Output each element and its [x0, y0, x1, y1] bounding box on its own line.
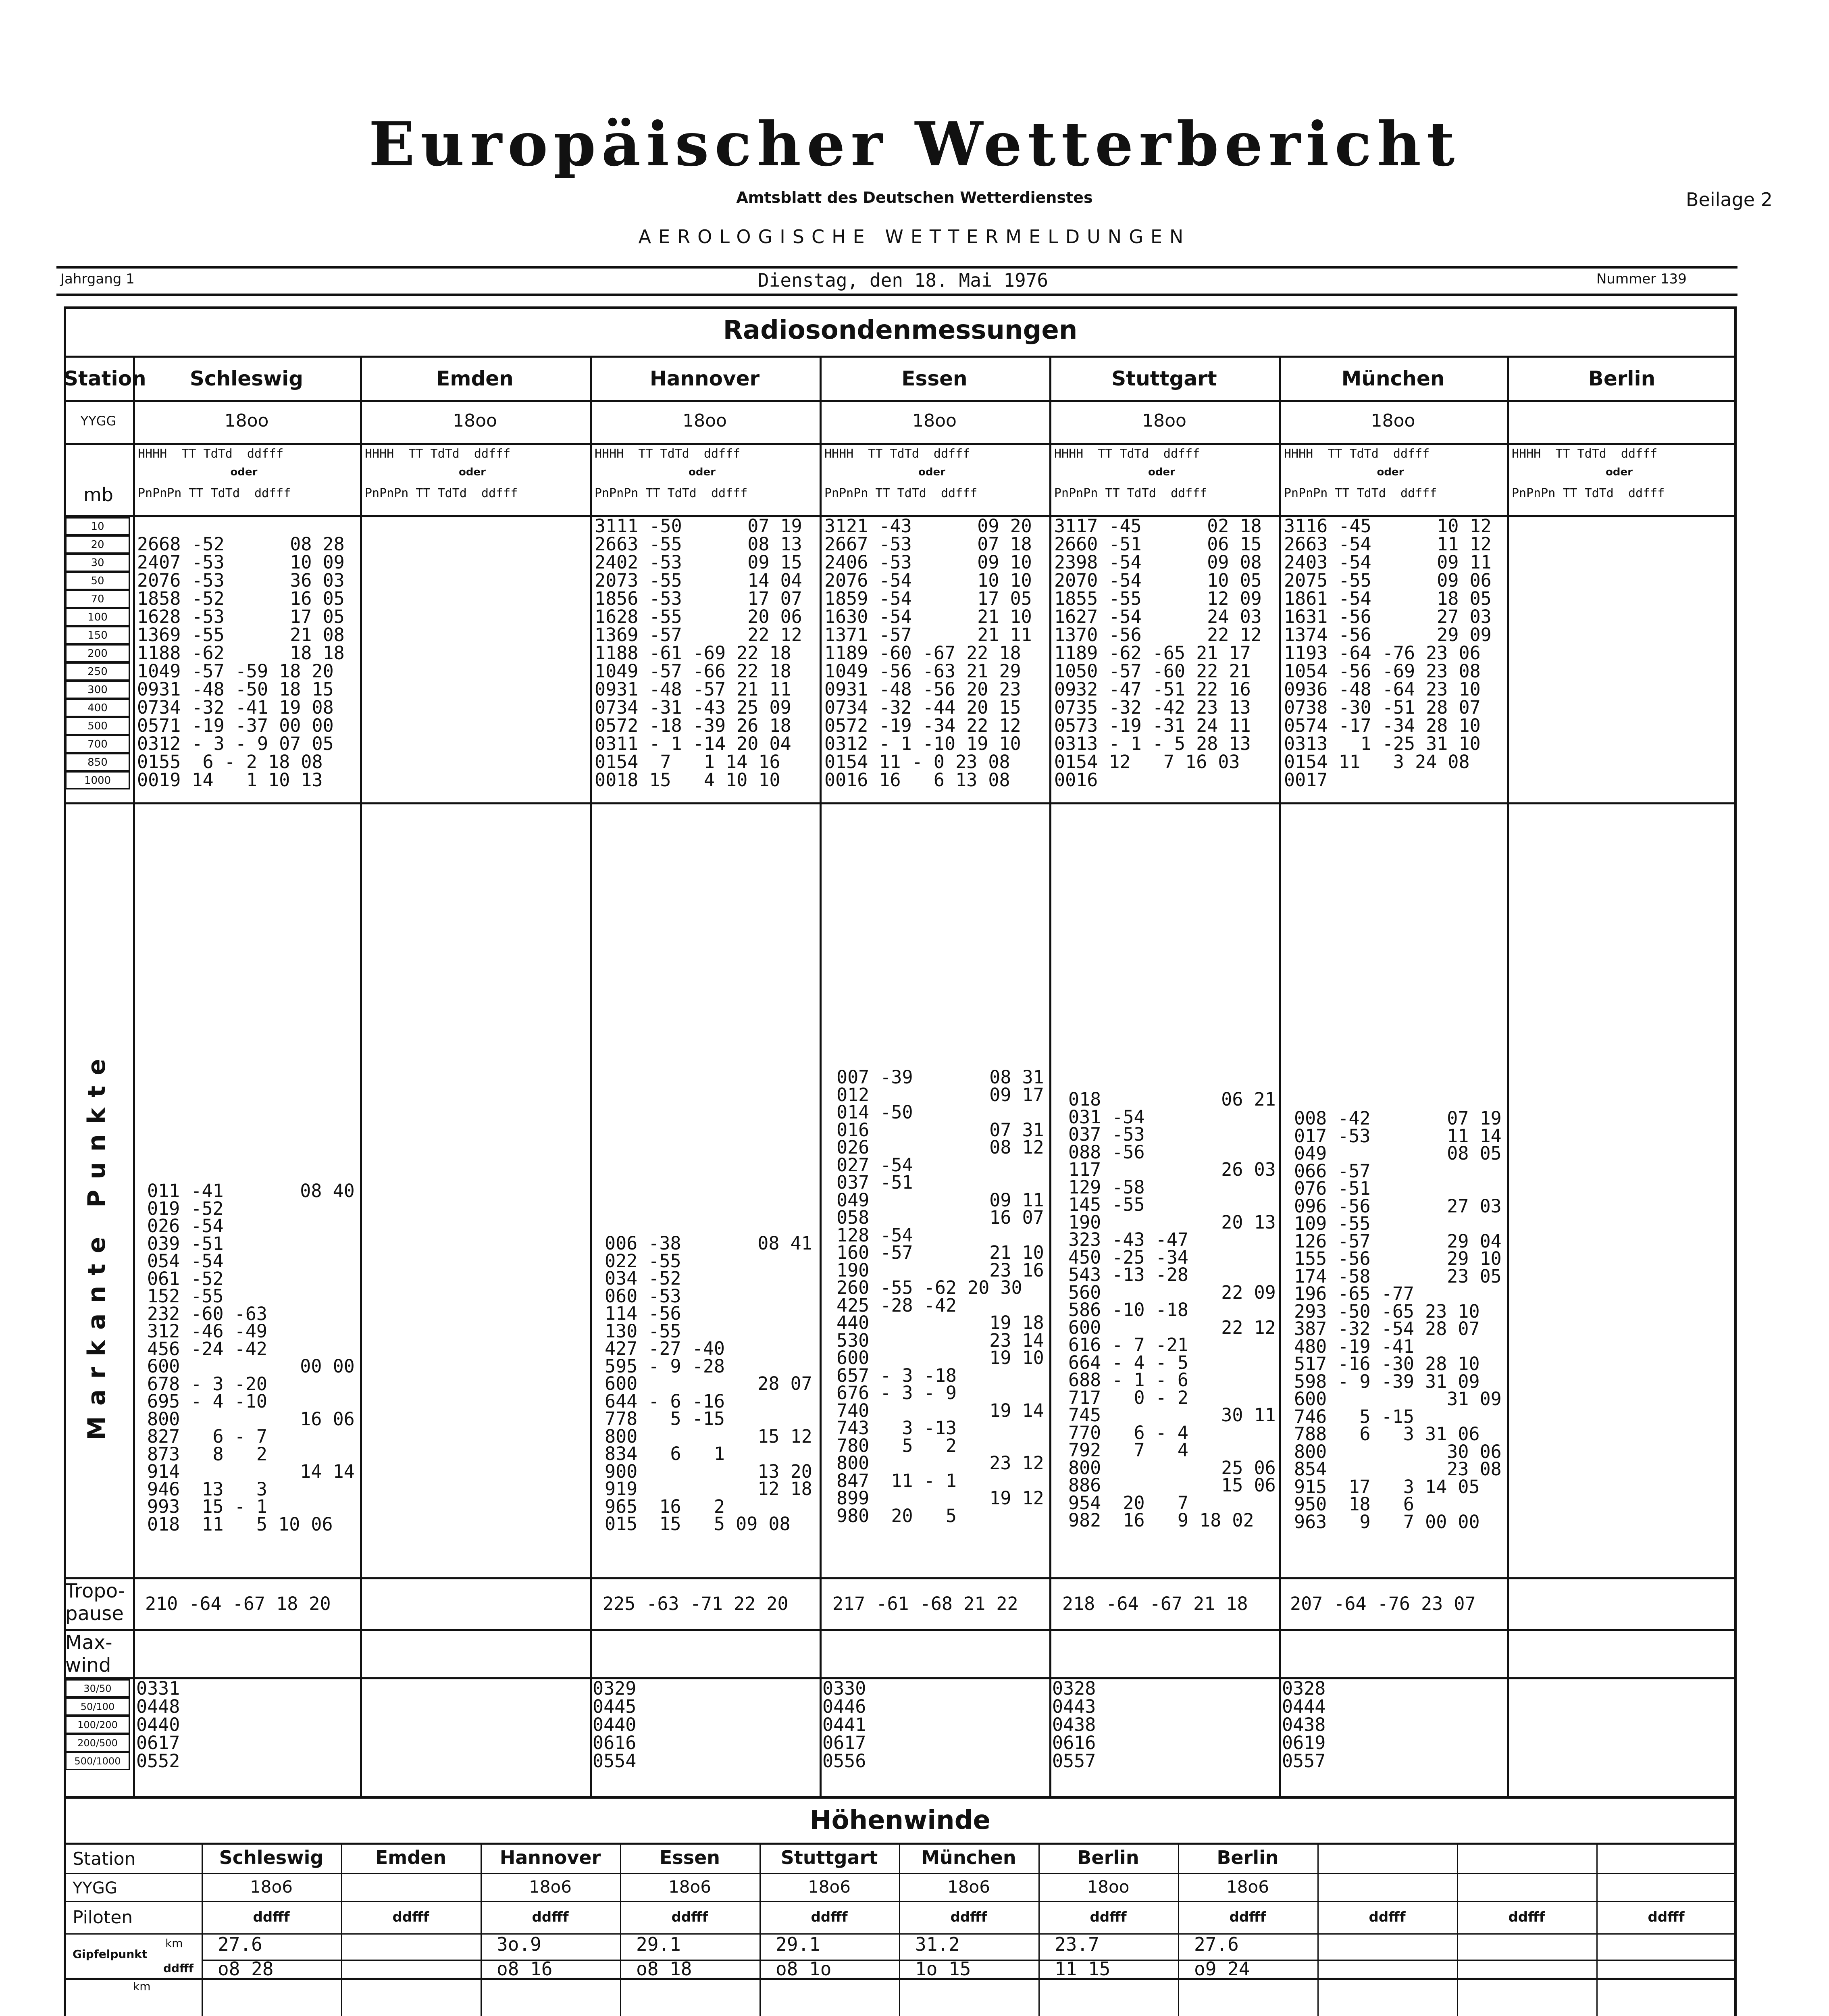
hw-gipfel-km-7: 27.6	[1194, 1933, 1239, 1955]
hw-ddfff-8: ddfff	[1369, 1909, 1406, 1925]
subhead2-3: PnPnPn TT TdTd ddfff	[824, 486, 978, 500]
hw-time-5: 18o6	[947, 1877, 990, 1897]
hw-col-divider-2	[481, 1843, 482, 2016]
hw-gipfel-dd-3: o8 18	[636, 1958, 692, 1980]
subtitle: Amtsblatt des Deutschen Wetterdienstes	[736, 189, 1093, 206]
issue-date: Dienstag, den 18. Mai 1976	[758, 269, 1049, 291]
hw-piloten-label: Piloten	[73, 1907, 133, 1928]
subhead1-6: HHHH TT TdTd ddfff	[1512, 447, 1658, 461]
hw-ddfff-0: ddfff	[253, 1909, 290, 1925]
shear-label-4: 500/1000	[65, 1752, 130, 1770]
hw-gipfel-km-label: km	[165, 1937, 183, 1950]
hw-gipfel-dd-5: 1o 15	[915, 1958, 971, 1980]
subhead-oder-2: oder	[689, 466, 716, 478]
header-rule-bottom	[56, 294, 1737, 296]
level-10: 10	[65, 517, 130, 535]
hw-yygg-label: YYGG	[73, 1879, 117, 1897]
maxwind-label: Max-wind	[65, 1631, 112, 1677]
mb-label: mb	[83, 484, 113, 506]
page-title: Europäischer Wetterbericht	[368, 109, 1461, 180]
std-data-essen: 3121 -43 09 20 2667 -53 07 18 2406 -53 09 10 2076 -54 10 10 1859 -54 17 05 1630 -54 21 10 1371 -57 21 11 1189 -60 -67 22 18 1049 -56 -63 21 29 0931 -48 -56 20 23 0734 -32 -44 20 15 0572 -19 -34 22 12 0312 - 1 -10 19 10 0154 11 - 0 23 08 0016 16 6 13 08	[824, 515, 1032, 791]
level-250: 250	[65, 662, 130, 681]
shear-essen: 0330 0446 0441 0617 0556	[822, 1678, 866, 1772]
subtitle-aerologische: AEROLOGISCHE WETTERMELDUNGEN	[638, 226, 1191, 248]
hw-col-divider-7	[1178, 1843, 1179, 2016]
hw-time-4: 18o6	[808, 1877, 851, 1897]
marked-points-label: Markante Punkte	[83, 1048, 111, 1440]
std-data-schleswig: 2668 -52 08 28 2407 -53 10 09 2076 -53 36 03 1858 -52 16 05 1628 -53 17 05 1369 -55 21 08 1188 -62 18 18 1049 -57 -59 18 20 0931 -48 -50 18 15 0734 -32 -41 19 08 0571 -19 -37 00 00 0312 - 3 - 9 07 05 0155 6 - 2 18 08 0019 14 1 10 13	[137, 533, 345, 791]
radiosonde-title: Radiosondenmessungen	[723, 315, 1078, 345]
station-berlin: Berlin	[1588, 367, 1656, 390]
time-muenchen: 18oo	[1371, 410, 1415, 431]
tropo-muenchen: 207 -64 -76 23 07	[1290, 1593, 1476, 1614]
time-stuttgart: 18oo	[1142, 410, 1186, 431]
station-stuttgart: Stuttgart	[1111, 367, 1217, 390]
hw-station-5: München	[921, 1847, 1016, 1868]
shear-stuttgart: 0328 0443 0438 0616 0557	[1052, 1678, 1096, 1772]
tropo-stuttgart: 218 -64 -67 21 18	[1062, 1593, 1248, 1614]
hw-col-divider-5	[899, 1843, 900, 2016]
hw-station-6: Berlin	[1077, 1847, 1139, 1868]
yygg-label: YYGG	[80, 413, 117, 429]
hw-ddfff-2: ddfff	[532, 1909, 569, 1925]
hw-col-divider-3	[620, 1843, 621, 2016]
tropo-hannover: 225 -63 -71 22 20	[603, 1593, 789, 1614]
hw-col-divider-10	[1596, 1843, 1598, 2016]
subhead2-1: PnPnPn TT TdTd ddfff	[365, 486, 518, 500]
hw-station-4: Stuttgart	[780, 1847, 878, 1868]
subhead1-4: HHHH TT TdTd ddfff	[1054, 447, 1200, 461]
time-essen: 18oo	[912, 410, 957, 431]
level-50: 50	[65, 572, 130, 590]
subhead1-2: HHHH TT TdTd ddfff	[595, 447, 741, 461]
level-150: 150	[65, 626, 130, 644]
subhead-oder-6: oder	[1606, 466, 1633, 478]
level-100: 100	[65, 608, 130, 626]
hw-gipfel-dd-6: 11 15	[1055, 1958, 1111, 1980]
hw-gipfel-km-2: 3o.9	[497, 1933, 541, 1955]
time-schleswig: 18oo	[224, 410, 269, 431]
shear-label-2: 100/200	[65, 1716, 130, 1734]
station-schleswig: Schleswig	[189, 367, 304, 390]
subhead2-2: PnPnPn TT TdTd ddfff	[595, 486, 748, 500]
hw-gipfel-dd-7: o9 24	[1194, 1958, 1250, 1980]
station-hannover: Hannover	[649, 367, 760, 390]
hw-time-3: 18o6	[668, 1877, 711, 1897]
hw-station-2: Hannover	[499, 1847, 601, 1868]
hoehenwinde-title: Höhenwinde	[810, 1806, 990, 1835]
shear-label-3: 200/500	[65, 1734, 130, 1752]
subhead-oder-5: oder	[1377, 466, 1404, 478]
level-200: 200	[65, 644, 130, 662]
hw-col-divider-6	[1038, 1843, 1040, 2016]
hw-gipfel-dd-label: ddfff	[163, 1962, 194, 1975]
marked-data-muenchen: 008 -42 07 19 017 -53 11 14 049 08 05 066 -57 076 -51 096 -56 27 03 109 -55 126 -57 29 04 155 -56 29 10 174 -58 23 05 196 -65 -77 293 -50 -65 23 10 387 -32 -54 28 07 480 -19 -41 517 -16 -30 28 10 598 - 9 -39 31 09 600 31 09 746 5 -15 788 6 3 31 06 800 30 06 854 23 08 915 17 3 14 05 950 18 6 963 9 7 00 00	[1294, 1108, 1502, 1533]
hw-station-7: Berlin	[1217, 1847, 1279, 1868]
hw-ddfff-4: ddfff	[811, 1909, 848, 1925]
level-70: 70	[65, 590, 130, 608]
hw-ddfff-10: ddfff	[1648, 1909, 1685, 1925]
subhead2-5: PnPnPn TT TdTd ddfff	[1284, 486, 1437, 500]
hw-time-7: 18o6	[1226, 1877, 1269, 1897]
hw-gipfel-km-5: 31.2	[915, 1933, 960, 1955]
time-hannover: 18oo	[682, 410, 727, 431]
shear-hannover: 0329 0445 0440 0616 0554	[593, 1678, 637, 1772]
hw-col-divider-9	[1457, 1843, 1458, 2016]
tropo-schleswig: 210 -64 -67 18 20	[145, 1593, 331, 1614]
subhead-oder-3: oder	[918, 466, 945, 478]
tropo-label: Tropo-pause	[65, 1580, 125, 1625]
hw-station-3: Essen	[659, 1847, 720, 1868]
hw-km-label: km	[133, 1980, 151, 1993]
station-emden: Emden	[436, 367, 514, 390]
subhead1-0: HHHH TT TdTd ddfff	[138, 447, 284, 461]
shear-muenchen: 0328 0444 0438 0619 0557	[1282, 1678, 1326, 1772]
hw-gipfel-km-0: 27.6	[218, 1933, 262, 1955]
issue-number: Nummer 139	[1596, 271, 1687, 287]
subhead2-0: PnPnPn TT TdTd ddfff	[138, 486, 291, 500]
std-data-muenchen: 3116 -45 10 12 2663 -54 11 12 2403 -54 09 11 2075 -55 09 06 1861 -54 18 05 1631 -56 27 03 1374 -56 29 09 1193 -64 -76 23 06 1054 -56 -69 23 08 0936 -48 -64 23 10 0738 -30 -51 28 07 0574 -17 -34 28 10 0313 1 -25 31 10 0154 11 3 24 08 0017	[1284, 515, 1492, 791]
marked-data-hannover: 006 -38 08 41 022 -55 034 -52 060 -53 114 -56 130 -55 427 -27 -40 595 - 9 -28 600 28 07 644 - 6 -16 778 5 -15 800 15 12 834 6 1 900 13 20 919 12 18 965 16 2 015 15 5 09 08	[605, 1233, 812, 1535]
hw-ddfff-3: ddfff	[671, 1909, 708, 1925]
marked-data-essen: 007 -39 08 31 012 09 17 014 -50 016 07 31 026 08 12 027 -54 037 -51 049 09 11 058 16 07 128 -54 160 -57 21 10 190 23 16 260 -55 -62 20 30 425 -28 -42 440 19 18 530 23 14 600 19 10 657 - 3 -18 676 - 3 - 9 740 19 14 743 3 -13 780 5 2 800 23 12 847 11 - 1 899 19 12 980 20 5	[836, 1066, 1044, 1527]
subhead-oder-1: oder	[459, 466, 486, 478]
marked-data-stuttgart: 018 06 21 031 -54 037 -53 088 -56 117 26 03 129 -58 145 -55 190 20 13 323 -43 -47 450 -25 -34 543 -13 -28 560 22 09 586 -10 -18 600 22 12 616 - 7 -21 664 - 4 - 5 688 - 1 - 6 717 0 - 2 745 30 11 770 6 - 4 792 7 4 800 25 06 886 15 06 954 20 7 982 16 9 18 02	[1068, 1089, 1276, 1531]
station-label: Station	[64, 367, 146, 390]
std-data-stuttgart: 3117 -45 02 18 2660 -51 06 15 2398 -54 09 08 2070 -54 10 05 1855 -55 12 09 1627 -54 24 03 1370 -56 22 12 1189 -62 -65 21 17 1050 -57 -60 22 21 0932 -47 -51 22 16 0735 -32 -42 23 13 0573 -19 -31 24 11 0313 - 1 - 5 28 13 0154 12 7 16 03 0016	[1054, 515, 1262, 791]
level-700: 700	[65, 735, 130, 753]
shear-schleswig: 0331 0448 0440 0617 0552	[136, 1678, 180, 1772]
level-400: 400	[65, 699, 130, 717]
time-emden: 18oo	[453, 410, 497, 431]
hw-col-divider-4	[759, 1843, 761, 2016]
hw-gipfel-dd-2: o8 16	[497, 1958, 553, 1980]
hw-station-1: Emden	[375, 1847, 447, 1868]
level-850: 850	[65, 753, 130, 771]
hw-ddfff-6: ddfff	[1090, 1909, 1127, 1925]
hw-gipfel-label: Gipfelpunkt	[73, 1947, 148, 1961]
level-500: 500	[65, 717, 130, 735]
hw-ddfff-9: ddfff	[1508, 1909, 1545, 1925]
level-1000: 1000	[65, 771, 130, 789]
subhead2-6: PnPnPn TT TdTd ddfff	[1512, 486, 1665, 500]
subhead-oder-4: oder	[1148, 466, 1175, 478]
hw-station-label: Station	[73, 1849, 136, 1869]
hw-col-divider-1	[341, 1843, 342, 2016]
hw-ddfff-7: ddfff	[1229, 1909, 1266, 1925]
subhead-oder-0: oder	[230, 466, 258, 478]
level-300: 300	[65, 681, 130, 699]
hw-ddfff-5: ddfff	[950, 1909, 987, 1925]
subhead2-4: PnPnPn TT TdTd ddfff	[1054, 486, 1207, 500]
station-muenchen: München	[1341, 367, 1445, 390]
hw-station-0: Schleswig	[219, 1847, 324, 1868]
beilage-label: Beilage 2	[1686, 189, 1773, 210]
hw-gipfel-dd-4: o8 1o	[776, 1958, 832, 1980]
hw-gipfel-km-3: 29.1	[636, 1933, 681, 1955]
std-data-hannover: 3111 -50 07 19 2663 -55 08 13 2402 -53 09 15 2073 -55 14 04 1856 -53 17 07 1628 -55 20 06 1369 -57 22 12 1188 -61 -69 22 18 1049 -57 -66 22 18 0931 -48 -57 21 11 0734 -31 -43 25 09 0572 -18 -39 26 18 0311 - 1 -14 20 04 0154 7 1 14 16 0018 15 4 10 10	[595, 515, 802, 791]
header-rule-top	[56, 266, 1737, 269]
level-30: 30	[65, 554, 130, 572]
marked-data-schleswig: 011 -41 08 40 019 -52 026 -54 039 -51 054 -54 061 -52 152 -55 232 -60 -63 312 -46 -49 456 -24 -42 600 00 00 678 - 3 -20 695 - 4 -10 800 16 06 827 6 - 7 873 8 2 914 14 14 946 13 3 993 15 - 1 018 11 5 10 06	[147, 1180, 355, 1535]
level-20: 20	[65, 535, 130, 554]
tropo-essen: 217 -61 -68 21 22	[832, 1593, 1018, 1614]
hw-gipfel-km-6: 23.7	[1055, 1933, 1099, 1955]
hw-time-2: 18o6	[529, 1877, 572, 1897]
hw-col-divider-8	[1317, 1843, 1319, 2016]
hw-gipfel-km-4: 29.1	[776, 1933, 820, 1955]
hw-gipfel-dd-0: o8 28	[218, 1958, 274, 1980]
hw-ddfff-1: ddfff	[392, 1909, 429, 1925]
hw-col-divider-0	[202, 1843, 203, 2016]
hw-time-6: 18oo	[1087, 1877, 1130, 1897]
subhead1-1: HHHH TT TdTd ddfff	[365, 447, 511, 461]
shear-label-1: 50/100	[65, 1697, 130, 1716]
shear-label-0: 30/50	[65, 1679, 130, 1697]
subhead1-3: HHHH TT TdTd ddfff	[824, 447, 970, 461]
jahrgang-label: Jahrgang 1	[60, 271, 135, 287]
station-essen: Essen	[901, 367, 968, 390]
hw-time-0: 18o6	[250, 1877, 293, 1897]
subhead1-5: HHHH TT TdTd ddfff	[1284, 447, 1430, 461]
